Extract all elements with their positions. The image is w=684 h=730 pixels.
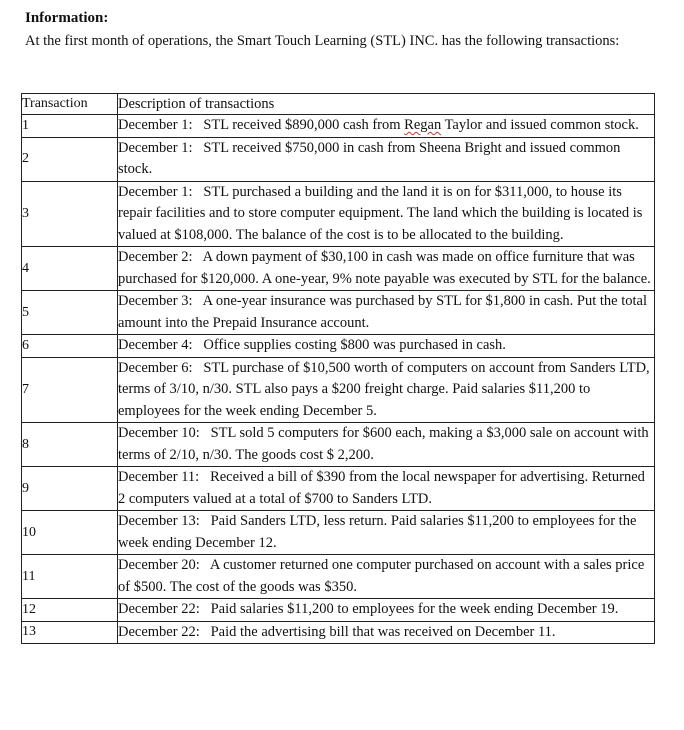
transaction-date: December 10:	[118, 425, 200, 441]
table-row	[22, 115, 655, 138]
transaction-text: A one-year insurance was purchased by STL for $1,800 in cash. Put the total amount into the Prepaid Insurance account.	[118, 293, 647, 331]
transaction-text: STL purchased a building and the land it is on for $311,000, to house its repair facilities and to store computer equipment. The land which the building is located is valued at $108,000. The balance of the cost is to be allocated to the building.	[118, 183, 643, 243]
transaction-text: STL purchase of $10,500 worth of computers on account from Sanders LTD, terms of 3/10, n/30. STL also pays a $200 freight charge. Paid salaries $11,200 to employees for the week ending December 5.	[118, 359, 650, 419]
table-row	[22, 555, 655, 599]
transaction-text: A down payment of $30,100 in cash was made on office furniture that was purchased for $120,000. A one-year, 9% note payable was executed by STL for the balance.	[118, 249, 651, 287]
transaction-text: Office supplies costing $800 was purchased in cash.	[203, 337, 506, 353]
table-row	[22, 247, 655, 291]
transaction-number: 6	[22, 335, 118, 358]
transaction-text: A customer returned one computer purchased on account with a sales price of $500. The cost of the goods was $350.	[118, 557, 645, 595]
transaction-description	[118, 137, 655, 181]
transaction-date: December 13:	[118, 513, 200, 529]
transaction-number: 3	[22, 181, 118, 247]
table-row	[22, 511, 655, 555]
transaction-description	[118, 467, 655, 511]
transaction-number: 12	[22, 599, 118, 622]
transaction-number: 1	[22, 115, 118, 138]
transaction-description	[118, 115, 655, 138]
transaction-number: 4	[22, 247, 118, 291]
transaction-number: 11	[22, 555, 118, 599]
transaction-description	[118, 291, 655, 335]
transaction-number: 8	[22, 423, 118, 467]
transaction-number: 13	[22, 621, 118, 644]
transaction-description	[118, 599, 655, 622]
intro-paragraph: At the first month of operations, the Smart Touch Learning (STL) INC. has the following transactions:	[25, 33, 620, 49]
table-row	[22, 599, 655, 622]
table-header-row	[22, 94, 655, 115]
transaction-description	[118, 621, 655, 644]
transaction-description	[118, 247, 655, 291]
table-row	[22, 621, 655, 644]
transactions-table	[21, 93, 655, 644]
transaction-date: December 1:	[118, 117, 193, 133]
transaction-number: 7	[22, 357, 118, 423]
transaction-text: STL received $750,000 in cash from Sheena Bright and issued common stock.	[118, 139, 621, 177]
transaction-description	[118, 357, 655, 423]
table-row	[22, 467, 655, 511]
transaction-number: 5	[22, 291, 118, 335]
transaction-description	[118, 335, 655, 358]
table-row	[22, 423, 655, 467]
table-row	[22, 137, 655, 181]
transaction-text-part: STL received $890,000 cash from	[203, 117, 405, 133]
transaction-description	[118, 423, 655, 467]
transaction-date: December 2:	[118, 249, 193, 265]
transaction-number: 2	[22, 137, 118, 181]
transaction-text: STL sold 5 computers for $600 each, making a $3,000 sale on account with terms of 2/10, n/30. The goods cost $ 2,200.	[118, 425, 649, 463]
transaction-date: December 20:	[118, 557, 200, 573]
transaction-number: 10	[22, 511, 118, 555]
transaction-date: December 1:	[118, 139, 193, 156]
table-row	[22, 335, 655, 358]
transaction-description	[118, 511, 655, 555]
transaction-number: 9	[22, 467, 118, 511]
transaction-text: Paid the advertising bill that was received on December 11.	[210, 623, 556, 640]
column-header-description: Description of transactions	[118, 94, 655, 115]
table-row	[22, 181, 655, 247]
info-heading: Information:	[25, 10, 109, 26]
spellcheck-flagged-word: Regan	[404, 117, 442, 133]
transaction-description	[118, 555, 655, 599]
transaction-text: Paid Sanders LTD, less return. Paid salaries $11,200 to employees for the week ending December 12.	[118, 513, 637, 551]
transaction-date: December 22:	[118, 623, 200, 640]
transaction-date: December 1:	[118, 183, 193, 200]
transaction-text: Paid salaries $11,200 to employees for the week ending December 19.	[210, 601, 619, 617]
transaction-date: December 22:	[118, 601, 200, 617]
transaction-date: December 6:	[118, 359, 193, 376]
transaction-date: December 3:	[118, 293, 193, 309]
column-header-transaction: Transaction	[22, 94, 118, 115]
table-row	[22, 291, 655, 335]
table-row	[22, 357, 655, 423]
transaction-text: Received a bill of $390 from the local newspaper for advertising. Returned 2 computers valued at a total of $700 to Sanders LTD.	[118, 469, 645, 507]
transaction-description	[118, 181, 655, 247]
transaction-text-part: Taylor and issued common stock.	[441, 117, 639, 133]
transaction-date: December 4:	[118, 337, 193, 353]
transaction-date: December 11:	[118, 469, 200, 485]
